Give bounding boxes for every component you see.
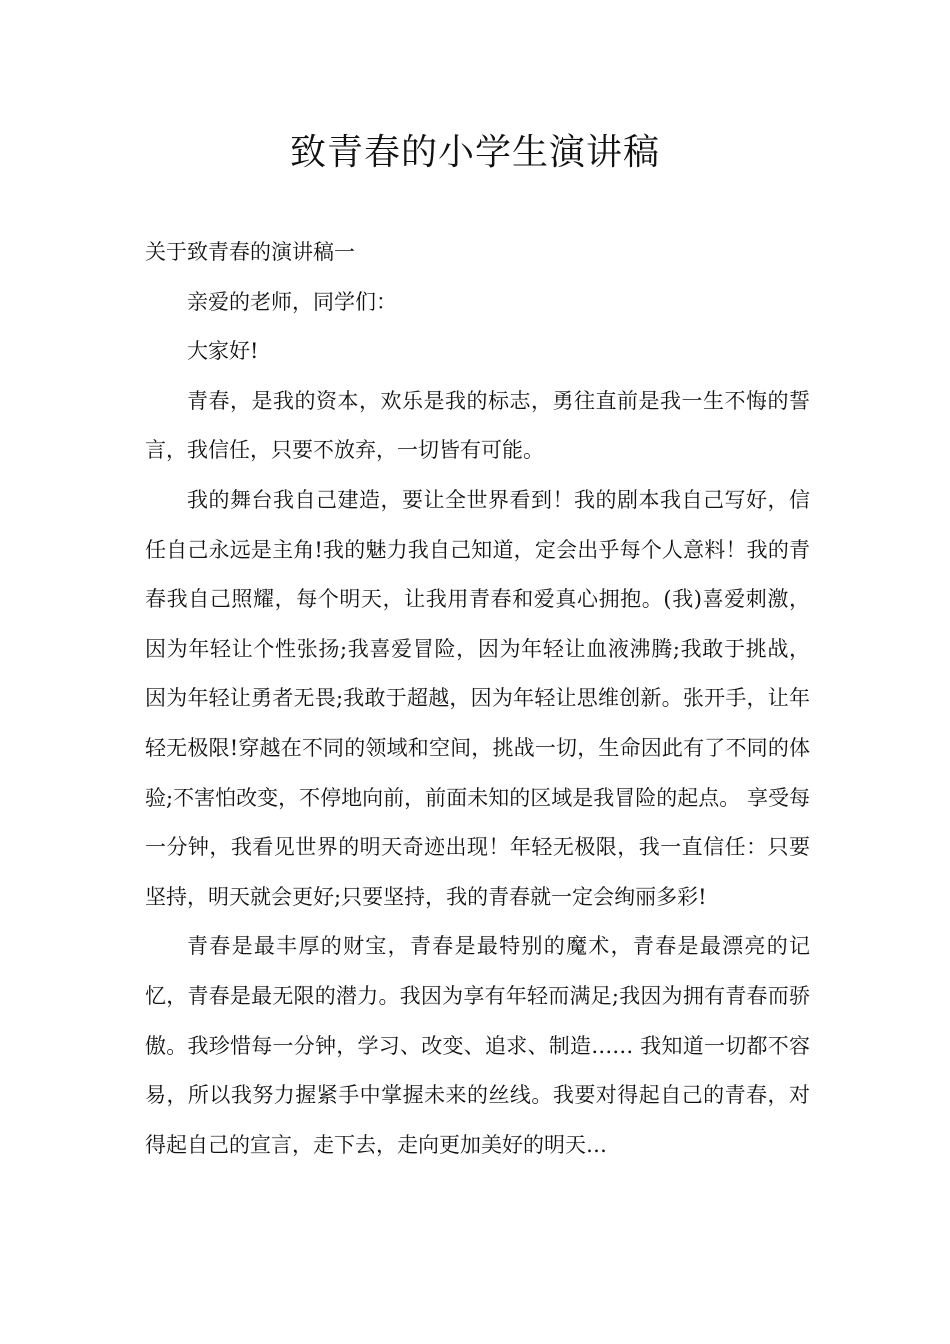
document-title: 致青春的小学生演讲稿: [289, 132, 660, 173]
section-heading: 关于致青春的演讲稿一: [145, 240, 355, 264]
body-paragraph: 青春是最丰厚的财宝，青春是最特别的魔术，青春是最漂亮的记忆，青春是最无限的潜力。我因为享有年轻而满足;我因为拥有青春而骄傲。我珍惜每一分钟，学习、改变、追求、制造…… 我知道一切都不容易，所以我努力握紧手中掌握未来的丝线。我要对得起自己的青春，对得起自己的宣言，走下去，走向更加美好的明天…: [145, 934, 810, 1157]
body-paragraph: 青春，是我的资本，欢乐是我的标志，勇往直前是我一生不悔的誓言，我信任，只要不放弃，一切皆有可能。: [145, 388, 810, 463]
document-body: [145, 228, 810, 1170]
body-paragraph: 我的舞台我自己建造，要让全世界看到！我的剧本我自己写好，信任自己永远是主角!我的魅力我自己知道，定会出乎每个人意料！我的青春我自己照耀，每个明天，让我用青春和爱真心拥抱。(我)喜爱刺激，因为年轻让个性张扬;我喜爱冒险，因为年轻让血液沸腾;我敢于挑战，因为年轻让勇者无畏;我敢于超越，因为年轻让思维创新。张开手，让年轻无极限!穿越在不同的领域和空间，挑战一切，生命因此有了不同的体验;不害怕改变，不停地向前，前面未知的区域是我冒险的起点。 享受每一分钟，我看见世界的明天奇迹出现！年轻无极限，我一直信任：只要坚持，明天就会更好;只要坚持，我的青春就一定会绚丽多彩!: [145, 487, 810, 909]
greeting-paragraph: 大家好!: [187, 339, 259, 364]
salutation-paragraph: 亲爱的老师，同学们：: [187, 289, 397, 314]
